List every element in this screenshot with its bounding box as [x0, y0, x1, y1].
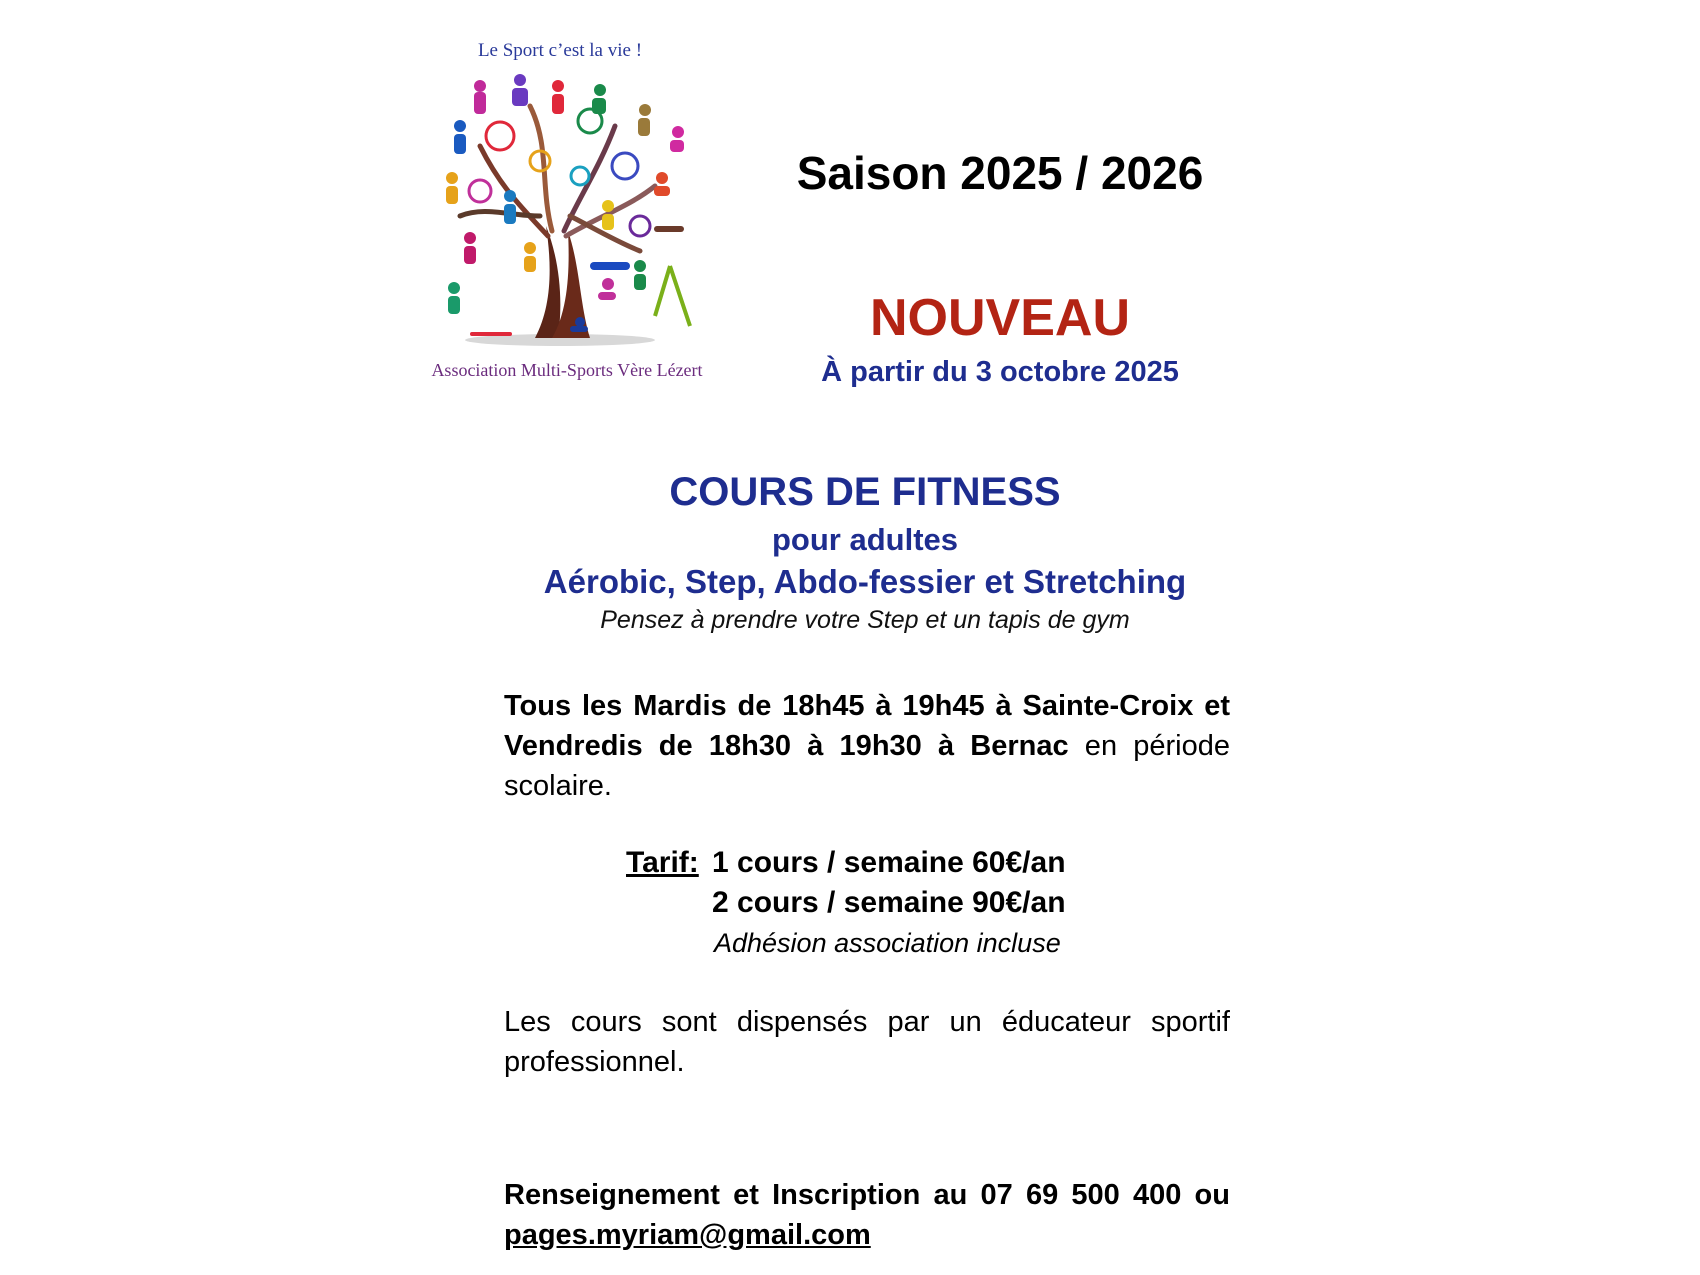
- logo-association-name: Association Multi-Sports Vère Lézert: [431, 360, 703, 380]
- contact-paragraph: [504, 1175, 1230, 1255]
- course-disciplines: Aérobic, Step, Abdo-fessier et Stretching: [543, 563, 1187, 600]
- course-note: Pensez à prendre votre Step et un tapis de gym: [600, 606, 1130, 634]
- pricing-note: Adhésion association incluse: [714, 928, 1061, 958]
- course-title: COURS DE FITNESS: [669, 470, 1061, 514]
- schedule-bold-text: Tous les Mardis de 18h45 à 19h45 à Sainte-Croix et Vendredis de 18h30 à 19h30 à Bernac: [504, 690, 1230, 762]
- course-audience: pour adultes: [771, 522, 958, 557]
- new-label: NOUVEAU: [869, 289, 1131, 347]
- contact-text: Renseignement et Inscription au 07 69 500 400 ou: [504, 1179, 1230, 1211]
- schedule-regular-text: en période scolaire.: [504, 730, 1230, 802]
- instructor-paragraph: Les cours sont dispensés par un éducateur sportif professionnel.: [504, 1006, 1230, 1078]
- sport-tree-logo-icon: [440, 66, 710, 356]
- start-date: À partir du 3 octobre 2025: [821, 356, 1179, 388]
- tree-trunk: [535, 226, 560, 338]
- schedule-paragraph: [504, 686, 1230, 806]
- logo-slogan: Le Sport c’est la vie !: [477, 40, 643, 61]
- season-title: Saison 2025 / 2026: [796, 147, 1204, 199]
- pricing-line-2: 2 cours / semaine 90€/an: [712, 886, 1066, 919]
- pricing-label: Tarif:: [626, 846, 699, 879]
- contact-email-link[interactable]: pages.myriam@gmail.com: [504, 1219, 871, 1251]
- pricing-line-1: 1 cours / semaine 60€/an: [712, 846, 1066, 879]
